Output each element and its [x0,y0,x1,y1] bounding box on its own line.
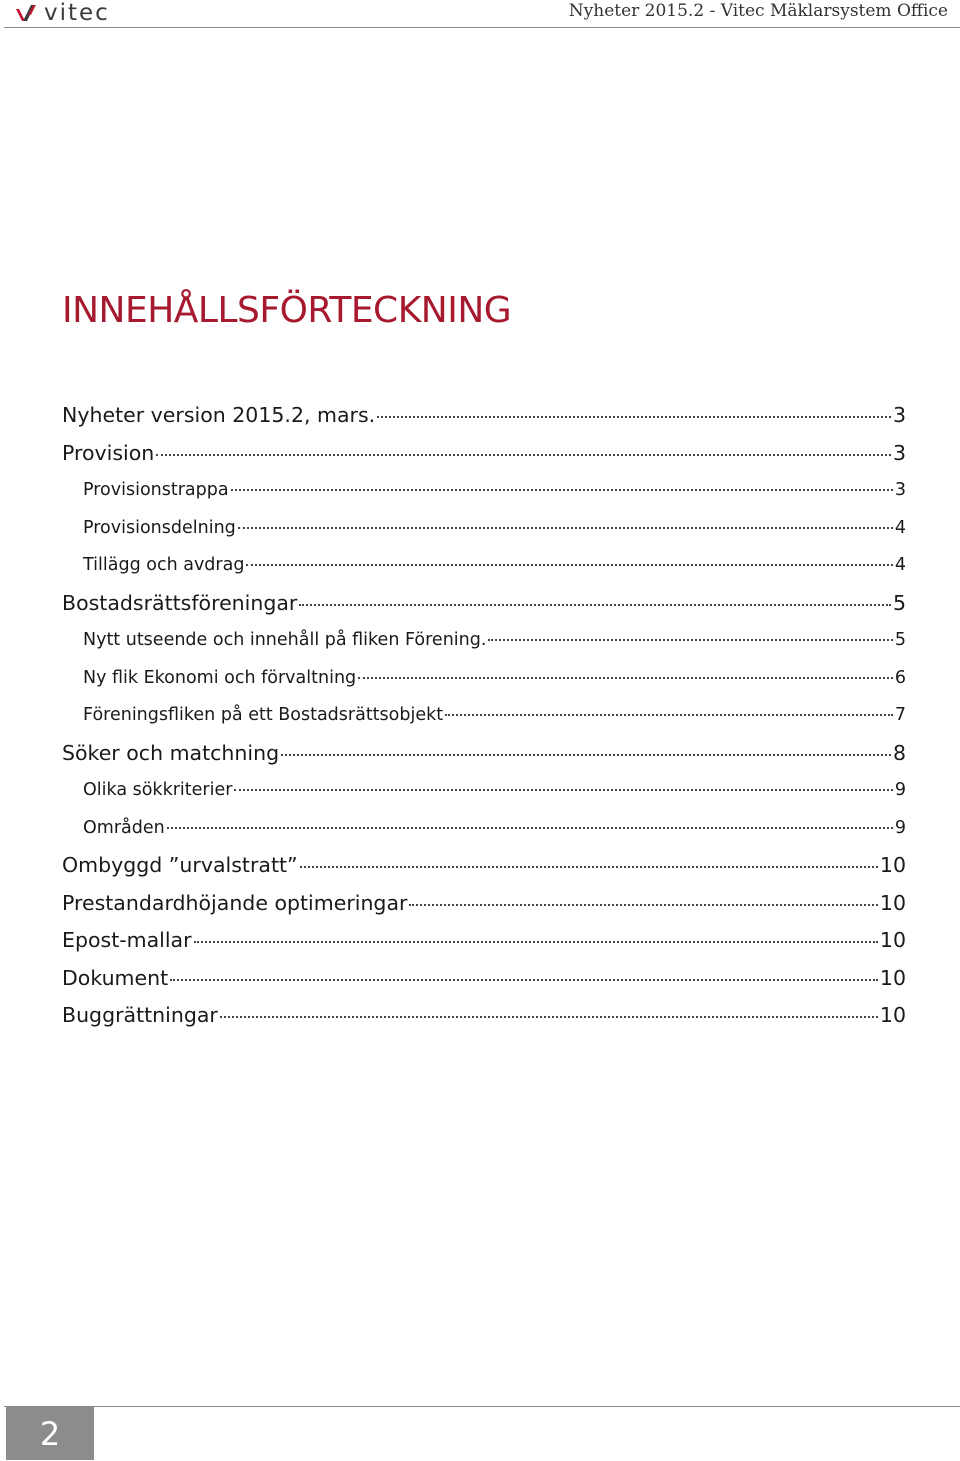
toc-entry-label: Buggrättningar [62,1003,218,1027]
vitec-logo-icon [14,3,38,23]
toc-dot-leader [167,827,893,829]
toc-entry-page: 9 [894,817,906,838]
toc-entry[interactable] [62,847,906,885]
toc-entry-label: Provision [62,440,155,465]
toc-dot-leader [488,639,892,641]
toc-entry-label: Provisionsdelning [83,517,236,538]
toc-entry-label: Ny flik Ekonomi och förvaltning [83,667,357,688]
toc-entry-label: Söker och matchning [62,740,280,765]
toc-dot-leader [445,714,893,716]
toc-entry[interactable] [62,997,906,1035]
toc-entry-label: Dokument [62,965,169,990]
toc-dot-leader [358,677,893,679]
toc-entry[interactable] [62,435,906,473]
toc-entry[interactable] [62,960,906,998]
toc-entry[interactable] [62,397,906,435]
toc-dot-leader [377,416,891,418]
toc-entry-label: Prestandardhöjande optimeringar [62,890,408,915]
toc-entry-page: 3 [892,403,906,427]
toc-entry[interactable] [62,510,906,548]
toc-entry-page: 7 [894,705,906,725]
toc-entry-page: 5 [892,590,906,615]
toc-entry-label: Områden [83,817,165,838]
page-header [0,0,960,30]
header-divider [4,27,960,28]
toc-entry-page: 3 [892,440,906,465]
toc-dot-leader [246,564,892,566]
toc-entry-label: Bostadsrättsföreningar [62,590,298,615]
toc-entry[interactable] [62,922,906,960]
toc-dot-leader [170,979,878,981]
toc-entry[interactable] [62,472,906,510]
toc-entry[interactable] [62,772,906,810]
toc-entry[interactable] [62,622,906,660]
toc-dot-leader [281,754,891,756]
toc-dot-leader [220,1016,878,1018]
toc-entry-label: Olika sökkriterier [83,780,233,800]
toc-entry-label: Tillägg och avdrag [83,555,245,575]
toc-entry[interactable] [62,697,906,735]
toc-entry-label: Föreningsfliken på ett Bostadsrättsobjekt [83,705,444,725]
toc-dot-leader [231,489,893,491]
toc-entry-page: 6 [894,667,906,688]
toc-entry[interactable] [62,810,906,848]
toc-entry[interactable] [62,547,906,585]
toc-entry-page: 3 [894,480,906,500]
toc-heading: INNEHÅLLSFÖRTECKNING [62,290,512,331]
table-of-contents [62,397,906,1035]
vitec-logo [14,2,110,24]
toc-entry-page: 5 [894,630,906,650]
page-number: 2 [39,1414,61,1453]
toc-entry-page: 9 [894,780,906,800]
toc-entry[interactable] [62,735,906,773]
toc-dot-leader [300,866,878,868]
toc-entry-page: 10 [879,1003,906,1027]
footer-divider [4,1406,960,1407]
toc-entry[interactable] [62,660,906,698]
toc-entry-label: Ombyggd ”urvalstratt” [62,853,298,877]
logo-text: vitec [44,0,110,26]
toc-entry-page: 8 [892,740,906,765]
toc-entry-page: 10 [879,853,906,877]
toc-entry-label: Provisionstrappa [83,480,229,500]
page-number-box [6,1407,94,1460]
toc-entry-page: 10 [879,965,906,990]
toc-dot-leader [409,904,877,906]
toc-entry-page: 4 [894,555,906,575]
toc-entry[interactable] [62,585,906,623]
toc-entry-page: 10 [879,928,906,952]
document-title: Nyheter 2015.2 - Vitec Mäklarsystem Office [568,1,948,21]
toc-entry-page: 10 [879,890,906,915]
toc-entry[interactable] [62,885,906,923]
toc-dot-leader [156,454,891,456]
toc-dot-leader [299,604,891,606]
toc-entry-page: 4 [894,517,906,538]
toc-dot-leader [234,789,892,791]
toc-entry-label: Epost-mallar [62,928,192,952]
toc-entry-label: Nyheter version 2015.2, mars. [62,403,376,427]
toc-entry-label: Nytt utseende och innehåll på fliken Förening. [83,630,487,650]
toc-dot-leader [194,941,878,943]
toc-dot-leader [238,527,893,529]
